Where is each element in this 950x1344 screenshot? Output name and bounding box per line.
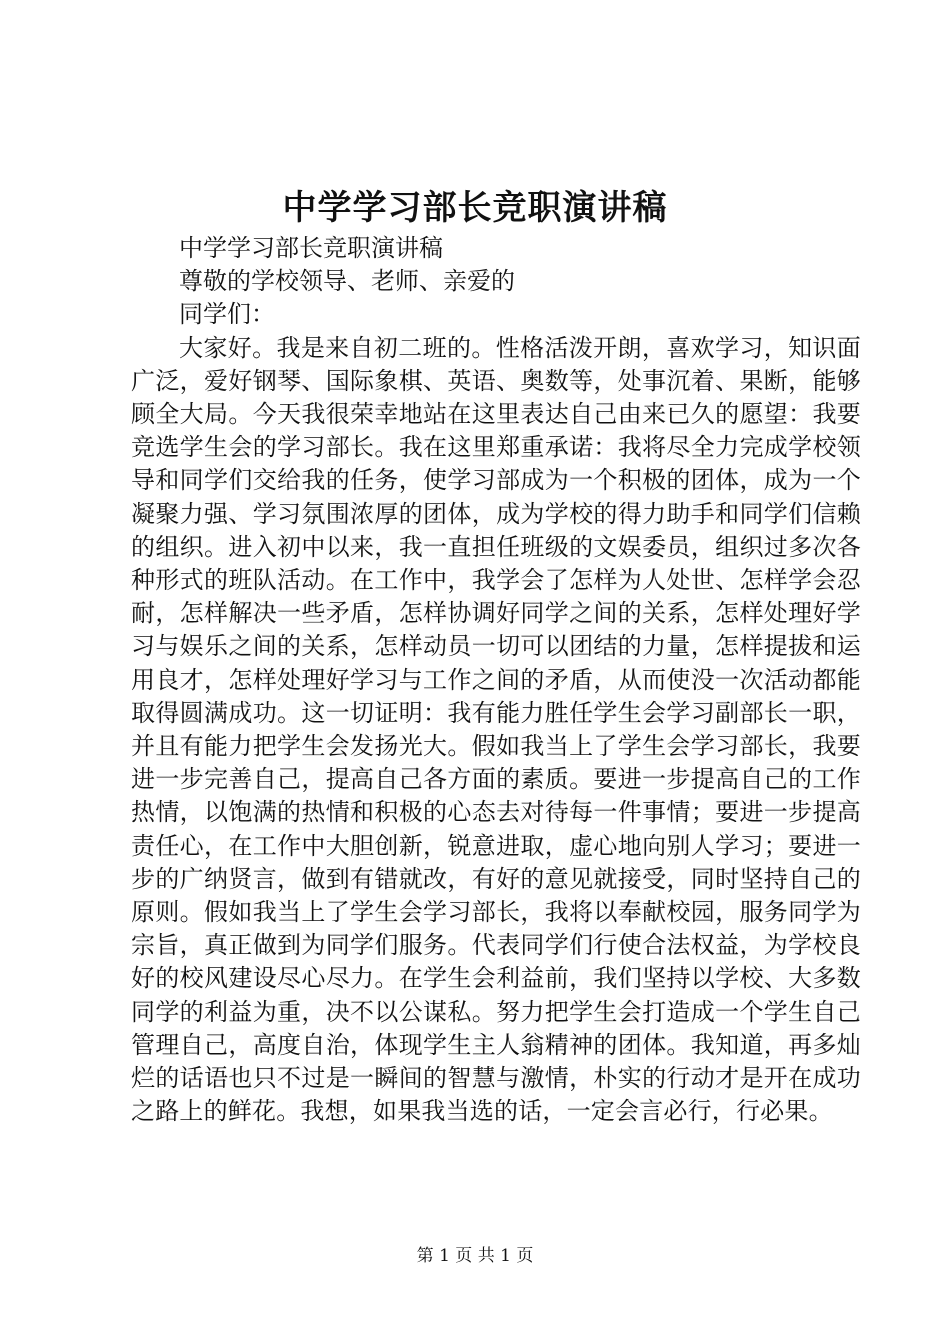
document-body [131, 232, 861, 1128]
page-footer: 第 1 页 共 1 页 [416, 1246, 534, 1266]
subtitle-line: 中学学习部长竞职演讲稿 [179, 234, 443, 262]
salutation-line-1: 尊敬的学校领导、老师、亲爱的 [179, 267, 515, 296]
document-title: 中学学习部长竞职演讲稿 [282, 188, 668, 228]
body-paragraph: 大家好。我是来自初二班的。性格活泼开朗，喜欢学习，知识面广泛，爱好钢琴、国际象棋、英语、奥数等，处事沉着、果断，能够顾全大局。今天我很荣幸地站在这里表达自己由来已久的愿望：我要竞选学生会的学习部长。我在这里郑重承诺：我将尽全力完成学校领导和同学们交给我的任务，使学习部成为一个积极的团体，成为一个凝聚力强、学习氛围浓厚的团体，成为学校的得力助手和同学们信赖的组织。进入初中以来，我一直担任班级的文娱委员，组织过多次各种形式的班队活动。在工作中，我学会了怎样为人处世、怎样学会忍耐，怎样解决一些矛盾，怎样协调好同学之间的关系，怎样处理好学习与娱乐之间的关系，怎样动员一切可以团结的力量，怎样提拔和运用良才，怎样处理好学习与工作之间的矛盾，从而使没一次活动都能取得圆满成功。这一切证明：我有能力胜任学生会学习副部长一职，并且有能力把学生会发扬光大。假如我当上了学生会学习部长，我要进一步完善自己，提高自己各方面的素质。要进一步提高自己的工作热情，以饱满的热情和积极的心态去对待每一件事情；要进一步提高责任心，在工作中大胆创新，锐意进取，虚心地向别人学习；要进一步的广纳贤言，做到有错就改，有好的意见就接受，同时坚持自己的原则。假如我当上了学生会学习部长，我将以奉献校园，服务同学为宗旨，真正做到为同学们服务。代表同学们行使合法权益，为学校良好的校风建设尽心尽力。在学生会利益前，我们坚持以学校、大多数同学的利益为重，决不以公谋私。努力把学生会打造成一个学生自己管理自己，高度自治，体现学生主人翁精神的团体。我知道，再多灿烂的话语也只不过是一瞬间的智慧与激情，朴实的行动才是开在成功之路上的鲜花。我想，如果我当选的话，一定会言必行，行必果。 [131, 333, 861, 1126]
salutation-line-2: 同学们： [179, 300, 275, 329]
